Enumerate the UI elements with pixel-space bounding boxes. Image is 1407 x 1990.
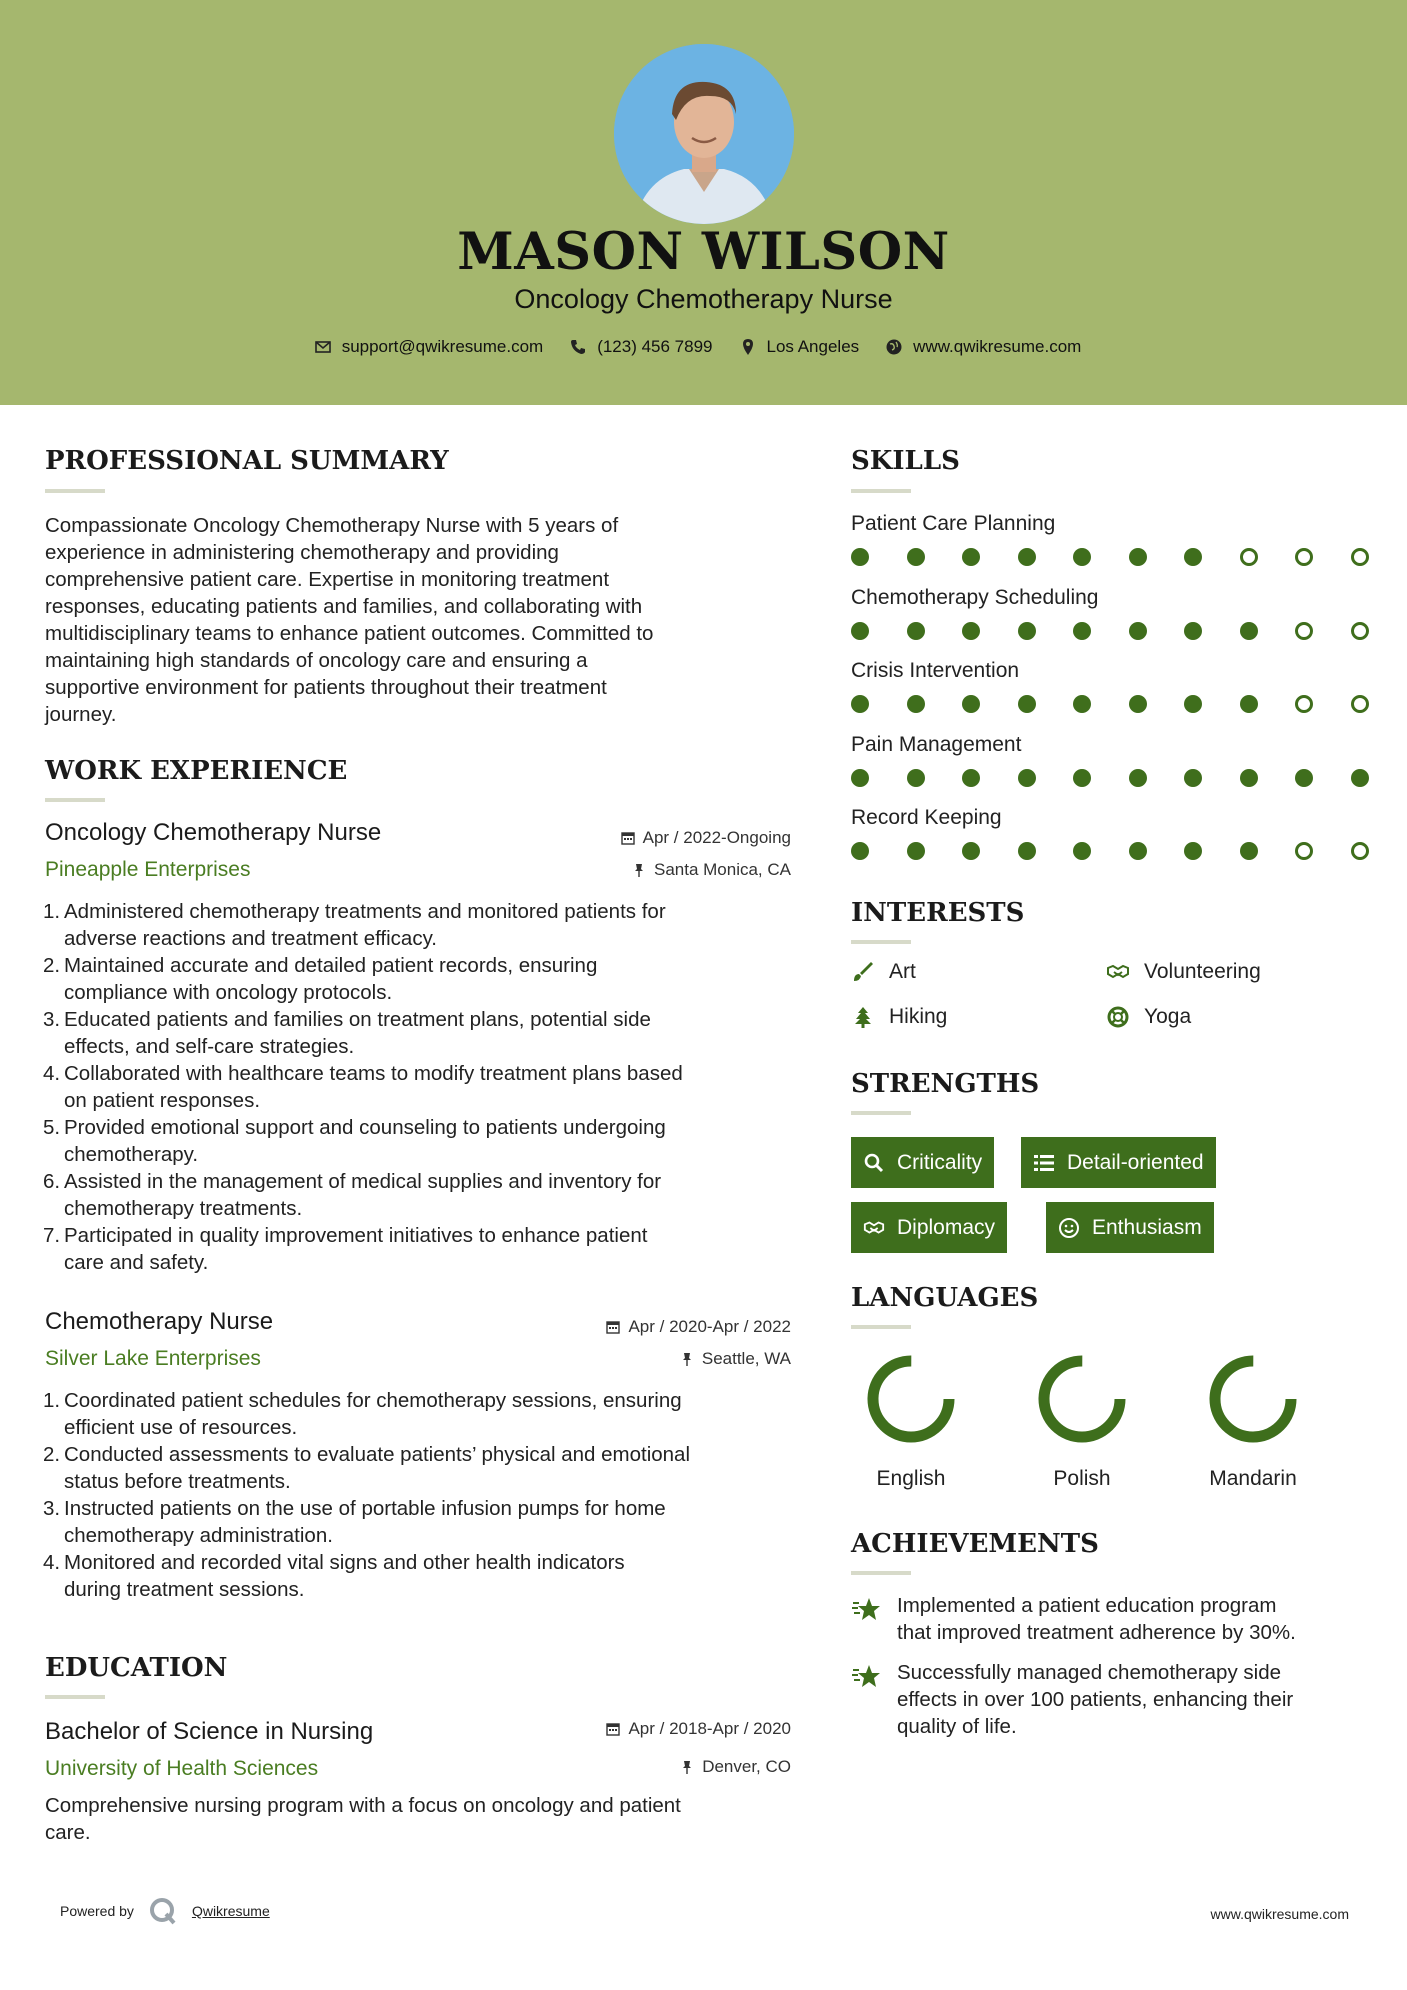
globe-icon <box>885 338 903 356</box>
rating-dot-empty <box>1295 548 1313 566</box>
achievements-underline <box>851 1571 911 1575</box>
job-title: Chemotherapy Nurse <box>45 1308 274 1335</box>
achievement-text: Implemented a patient education program that improved treatment adherence by 30%. <box>897 1594 1296 1644</box>
language-level-arc <box>1215 1361 1291 1437</box>
qwikresume-link[interactable]: Qwikresume <box>191 1903 270 1919</box>
rating-dot-empty <box>1351 695 1369 713</box>
rating-dot-filled <box>1184 622 1202 640</box>
rating-dot-filled <box>1184 548 1202 566</box>
pushpin-icon <box>680 1352 694 1366</box>
job-dates-text: Apr / 2020-Apr / 2022 <box>628 1317 791 1336</box>
degree-title: Bachelor of Science in Nursing <box>45 1718 374 1745</box>
rating-dot-filled <box>1018 622 1036 640</box>
skills-heading: SKILLS <box>851 446 960 476</box>
achievements-heading: ACHIEVEMENTS <box>851 1529 1099 1559</box>
strength-badge <box>1021 1137 1216 1188</box>
rating-dot-filled <box>907 842 925 860</box>
rating-dot-empty <box>1240 548 1258 566</box>
rating-dot-filled <box>1018 548 1036 566</box>
rating-dot-filled <box>1018 842 1036 860</box>
handshake-icon <box>863 1217 885 1239</box>
job-responsibilities <box>45 1387 805 1603</box>
language-level-arc <box>873 1361 949 1437</box>
star-icon <box>851 1594 881 1624</box>
achievement-text: Successfully managed chemotherapy side effects in over 100 patients, enhancing their quality of life. <box>897 1661 1294 1738</box>
rating-dot-filled <box>1240 695 1258 713</box>
language-item <box>1022 1351 1142 1491</box>
interest-label: Yoga <box>1144 1005 1192 1028</box>
education-underline <box>45 1695 105 1699</box>
strength-label: Enthusiasm <box>1092 1215 1202 1239</box>
language-ring <box>1205 1351 1301 1447</box>
search-icon <box>863 1152 885 1174</box>
job-responsibilities <box>45 898 805 1276</box>
skill-rating <box>851 622 1363 642</box>
rating-dot-empty <box>1295 842 1313 860</box>
education-line: Comprehensive nursing program with a focus on oncology and patient <box>45 1794 681 1817</box>
list-item: 5. Provided emotional support and counseling to patients undergoing chemotherapy. <box>43 1116 666 1166</box>
rating-dot-filled <box>907 695 925 713</box>
list-item: 2. Maintained accurate and detailed patient records, ensuring compliance with oncology protocols. <box>43 954 598 1004</box>
job-location <box>680 1349 791 1369</box>
footer-website[interactable]: www.qwikresume.com <box>1210 1906 1349 1922</box>
rating-dot-filled <box>1073 548 1091 566</box>
job-dates <box>621 828 791 848</box>
rating-dot-filled <box>1184 695 1202 713</box>
calendar-icon <box>606 1722 620 1736</box>
strength-label: Detail-oriented <box>1067 1150 1204 1174</box>
experience-underline <box>45 798 105 802</box>
summary-text <box>45 512 653 728</box>
education-location-text: Denver, CO <box>702 1757 791 1776</box>
interests-heading: INTERESTS <box>851 898 1025 928</box>
tree-icon <box>851 1005 875 1029</box>
rating-dot-filled <box>1129 769 1147 787</box>
handshake-icon <box>1106 960 1130 984</box>
strengths-heading: STRENGTHS <box>851 1069 1040 1099</box>
job-company: Pineapple Enterprises <box>45 858 251 881</box>
language-level-arc <box>1044 1361 1120 1437</box>
qwikresume-logo-icon <box>148 1896 178 1926</box>
rating-dot-filled <box>1240 769 1258 787</box>
education-heading: EDUCATION <box>45 1653 228 1683</box>
job-dates <box>606 1317 791 1337</box>
summary-heading: PROFESSIONAL SUMMARY <box>45 446 449 476</box>
profile-photo <box>614 44 794 224</box>
skill-name: Chemotherapy Scheduling <box>851 585 1099 609</box>
rating-dot-filled <box>962 622 980 640</box>
languages-underline <box>851 1325 911 1329</box>
rating-dot-filled <box>1129 842 1147 860</box>
strength-label: Criticality <box>897 1150 983 1174</box>
rating-dot-empty <box>1295 622 1313 640</box>
languages-heading: LANGUAGES <box>851 1283 1039 1313</box>
rating-dot-empty <box>1351 842 1369 860</box>
list-item: 3. Instructed patients on the use of portable infusion pumps for home chemotherapy administration. <box>43 1497 666 1547</box>
skill-name: Patient Care Planning <box>851 512 1056 535</box>
rating-dot-filled <box>851 695 869 713</box>
achievement-item <box>851 1659 1371 1740</box>
skill-rating <box>851 842 1363 862</box>
rating-dot-filled <box>851 548 869 566</box>
contact-phone-text: (123) 456 7899 <box>597 337 713 356</box>
summary-line: multidisciplinary teams to enhance patient outcomes. Committed to <box>45 622 654 645</box>
rating-dot-filled <box>1184 769 1202 787</box>
education-location <box>680 1757 791 1777</box>
summary-line: supportive environment for patients throughout their treatment <box>45 676 607 699</box>
summary-line: maintaining high standards of oncology care and ensuring a <box>45 649 588 672</box>
rating-dot-filled <box>1295 769 1313 787</box>
rating-dot-filled <box>962 769 980 787</box>
education-description <box>45 1792 681 1846</box>
education-line: care. <box>45 1821 91 1844</box>
rating-dot-filled <box>1018 695 1036 713</box>
job-location-text: Seattle, WA <box>701 1349 791 1368</box>
phone-icon <box>569 338 587 356</box>
rating-dot-filled <box>907 548 925 566</box>
list-item: 1. Coordinated patient schedules for chemotherapy sessions, ensuring efficient use of resources. <box>43 1389 682 1439</box>
interests-underline <box>851 940 911 944</box>
skill-rating <box>851 695 1363 715</box>
smile-icon <box>1058 1217 1080 1239</box>
language-item <box>1193 1351 1313 1491</box>
contact-location-text: Los Angeles <box>766 337 860 356</box>
interest-item <box>851 960 916 984</box>
list-icon <box>1033 1152 1055 1174</box>
rating-dot-filled <box>1073 769 1091 787</box>
pushpin-icon <box>632 863 646 877</box>
strength-label: Diplomacy <box>897 1215 996 1239</box>
rating-dot-filled <box>1129 622 1147 640</box>
interest-label: Volunteering <box>1144 960 1261 983</box>
job-company: Silver Lake Enterprises <box>45 1347 261 1370</box>
skill-name: Crisis Intervention <box>851 659 1020 682</box>
paintbrush-icon <box>851 960 875 984</box>
list-item: 6. Assisted in the management of medical supplies and inventory for chemotherapy treatments. <box>43 1170 662 1220</box>
summary-line: comprehensive patient care. Expertise in monitoring treatment <box>45 568 610 591</box>
rating-dot-filled <box>1240 622 1258 640</box>
list-item: 4. Collaborated with healthcare teams to modify treatment plans based on patient responses. <box>43 1062 683 1112</box>
map-pin-icon <box>739 338 757 356</box>
star-icon <box>851 1661 881 1691</box>
education-dates <box>606 1719 791 1739</box>
job-dates-text: Apr / 2022-Ongoing <box>642 828 791 847</box>
language-name: Mandarin <box>1209 1467 1297 1490</box>
candidate-name: MASON WILSON <box>457 222 950 282</box>
rating-dot-filled <box>1129 548 1147 566</box>
skill-name: Record Keeping <box>851 806 1002 829</box>
language-item <box>851 1351 971 1491</box>
rating-dot-filled <box>851 622 869 640</box>
interest-item <box>1106 1005 1191 1029</box>
experience-heading: WORK EXPERIENCE <box>45 756 348 786</box>
rating-dot-filled <box>1351 769 1369 787</box>
skill-rating <box>851 548 1363 568</box>
contact-website-text: www.qwikresume.com <box>913 337 1082 356</box>
language-ring <box>1034 1351 1130 1447</box>
contact-website[interactable] <box>885 337 1081 357</box>
job-location-text: Santa Monica, CA <box>653 860 791 879</box>
rating-dot-filled <box>851 842 869 860</box>
rating-dot-filled <box>907 769 925 787</box>
strength-badge <box>851 1137 994 1188</box>
rating-dot-empty <box>1295 695 1313 713</box>
summary-underline <box>45 489 105 493</box>
rating-dot-filled <box>1073 842 1091 860</box>
rating-dot-filled <box>1129 695 1147 713</box>
summary-line: journey. <box>45 703 117 726</box>
language-name: Polish <box>1053 1467 1111 1490</box>
candidate-title: Oncology Chemotherapy Nurse <box>514 284 893 314</box>
strength-badge <box>851 1202 1007 1253</box>
calendar-icon <box>621 831 635 845</box>
interest-item <box>851 1005 947 1029</box>
powered-by-label: Powered by <box>60 1903 134 1919</box>
job-location <box>632 860 791 880</box>
list-item: 4. Monitored and recorded vital signs and other health indicators during treatment sessions. <box>43 1551 625 1601</box>
list-item: 3. Educated patients and families on treatment plans, potential side effects, and self-care strategies. <box>43 1008 651 1058</box>
calendar-icon <box>606 1320 620 1334</box>
skills-underline <box>851 489 911 493</box>
rating-dot-filled <box>907 622 925 640</box>
footer-powered-by <box>60 1896 270 1926</box>
rating-dot-filled <box>962 842 980 860</box>
rating-dot-filled <box>1073 622 1091 640</box>
summary-line: responses, educating patients and families, and collaborating with <box>45 595 643 618</box>
skill-rating <box>851 769 1363 789</box>
life-ring-icon <box>1106 1005 1130 1029</box>
pushpin-icon <box>680 1760 694 1774</box>
contact-email[interactable] <box>314 337 544 357</box>
language-ring <box>863 1351 959 1447</box>
interest-item <box>1106 960 1261 984</box>
rating-dot-empty <box>1351 548 1369 566</box>
list-item: 1. Administered chemotherapy treatments and monitored patients for adverse reactions and treatment efficacy. <box>43 900 666 950</box>
contact-phone[interactable] <box>569 337 712 357</box>
school-name: University of Health Sciences <box>45 1757 319 1780</box>
skill-name: Pain Management <box>851 732 1022 756</box>
rating-dot-filled <box>962 695 980 713</box>
rating-dot-filled <box>1073 695 1091 713</box>
list-item: 7. Participated in quality improvement initiatives to enhance patient care and safety. <box>43 1224 648 1274</box>
envelope-icon <box>314 338 332 356</box>
contact-location <box>739 337 860 357</box>
summary-line: experience in administering chemotherapy and providing <box>45 541 559 564</box>
summary-line: Compassionate Oncology Chemotherapy Nurse with 5 years of <box>45 514 619 537</box>
contact-bar <box>0 337 1407 357</box>
education-dates-text: Apr / 2018-Apr / 2020 <box>628 1719 791 1738</box>
rating-dot-filled <box>851 769 869 787</box>
achievement-item <box>851 1592 1371 1646</box>
rating-dot-filled <box>962 548 980 566</box>
interest-label: Art <box>889 960 916 983</box>
interest-label: Hiking <box>889 1005 948 1028</box>
rating-dot-filled <box>1184 842 1202 860</box>
list-item: 2. Conducted assessments to evaluate patients’ physical and emotional status before treatments. <box>43 1443 691 1493</box>
rating-dot-filled <box>1240 842 1258 860</box>
rating-dot-empty <box>1351 622 1369 640</box>
rating-dot-filled <box>1018 769 1036 787</box>
contact-email-text: support@qwikresume.com <box>341 337 544 356</box>
strength-badge <box>1046 1202 1214 1253</box>
language-name: English <box>876 1467 946 1490</box>
job-title: Oncology Chemotherapy Nurse <box>45 819 382 846</box>
strengths-underline <box>851 1111 911 1115</box>
resume-header <box>0 0 1407 405</box>
